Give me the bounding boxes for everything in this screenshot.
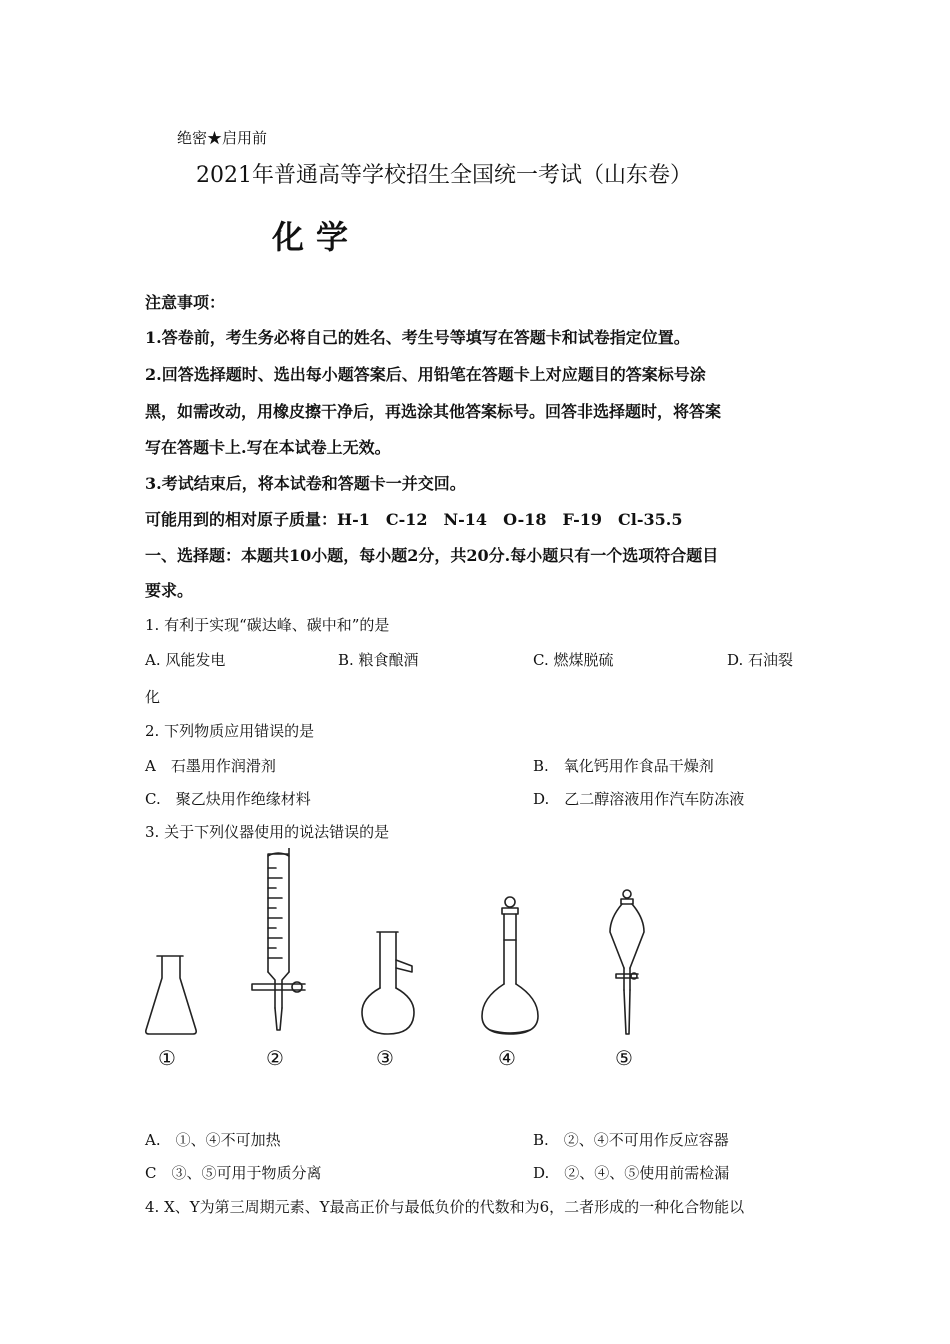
apparatus-label-5: ⑤ [615, 1046, 633, 1070]
notice-item-3: 3.考试结束后，将本试卷和答题卡一并交回。 [145, 474, 466, 493]
apparatus-label-4: ④ [498, 1046, 516, 1070]
question-2-option-c: C. 聚乙炔用作绝缘材料 [145, 790, 311, 808]
apparatus-label-1: ① [158, 1046, 176, 1070]
question-1-option-d-wrap: 化 [145, 688, 161, 706]
notice-item-2-line-2: 黑，如需改动，用橡皮擦干净后，再选涂其他答案标号。回答非选择题时，将答案 [145, 402, 722, 421]
confidential-mark: 绝密★启用前 [177, 129, 268, 147]
section-1-heading-line-1: 一、选择题：本题共10小题，每小题2分，共20分.每小题只有一个选项符合题目 [145, 546, 719, 565]
separatory-funnel-icon [610, 890, 644, 1034]
question-3-option-a: A. ①、④不可加热 [145, 1131, 281, 1149]
question-1-option-b: B. 粮食酿酒 [338, 651, 419, 669]
notice-heading: 注意事项： [145, 293, 226, 312]
question-3-option-d: D. ②、④、⑤使用前需检漏 [533, 1164, 730, 1182]
section-1-heading-line-2: 要求。 [145, 581, 194, 600]
question-2-option-d: D. 乙二醇溶液用作汽车防冻液 [533, 790, 745, 808]
apparatus-label-3: ③ [376, 1046, 394, 1070]
erlenmeyer-flask-icon [146, 956, 196, 1034]
lab-apparatus-figure [130, 848, 670, 1080]
question-3-option-b: B. ②、④不可用作反应容器 [533, 1131, 729, 1149]
question-2-option-b: B. 氧化钙用作食品干燥剂 [533, 757, 714, 775]
notice-item-2-line-3: 写在答题卡上.写在本试卷上无效。 [145, 438, 391, 457]
subject-title: 化学 [272, 218, 361, 256]
question-3-option-c: C ③、⑤可用于物质分离 [145, 1164, 322, 1182]
question-4-stem: 4. X、Y为第三周期元素、Y最高正价与最低负价的代数和为6，二者形成的一种化合物能以 [145, 1198, 745, 1216]
question-3-stem: 3. 关于下列仪器使用的说法错误的是 [145, 823, 390, 841]
distillation-flask-icon [362, 932, 414, 1034]
burette-icon [252, 848, 305, 1030]
notice-item-1: 1.答卷前，考生务必将自己的姓名、考生号等填写在答题卡和试卷指定位置。 [145, 328, 690, 347]
question-1-option-c: C. 燃煤脱硫 [533, 651, 614, 669]
exam-title: 2021年普通高等学校招生全国统一考试（山东卷） [196, 163, 692, 188]
notice-item-2-line-1: 2.回答选择题时、选出每小题答案后、用铅笔在答题卡上对应题目的答案标号涂 [145, 365, 706, 384]
volumetric-flask-icon [482, 897, 538, 1034]
question-2-stem: 2. 下列物质应用错误的是 [145, 722, 315, 740]
atomic-mass-line: 可能用到的相对原子质量：H-1 C-12 N-14 O-18 F-19 Cl-35.5 [145, 510, 683, 529]
question-1-stem: 1. 有利于实现“碳达峰、碳中和”的是 [145, 616, 390, 634]
question-2-option-a: A 石墨用作润滑剂 [145, 757, 276, 775]
apparatus-label-2: ② [266, 1046, 284, 1070]
question-1-option-d: D. 石油裂 [727, 651, 794, 669]
question-1-option-a: A. 风能发电 [145, 651, 226, 669]
